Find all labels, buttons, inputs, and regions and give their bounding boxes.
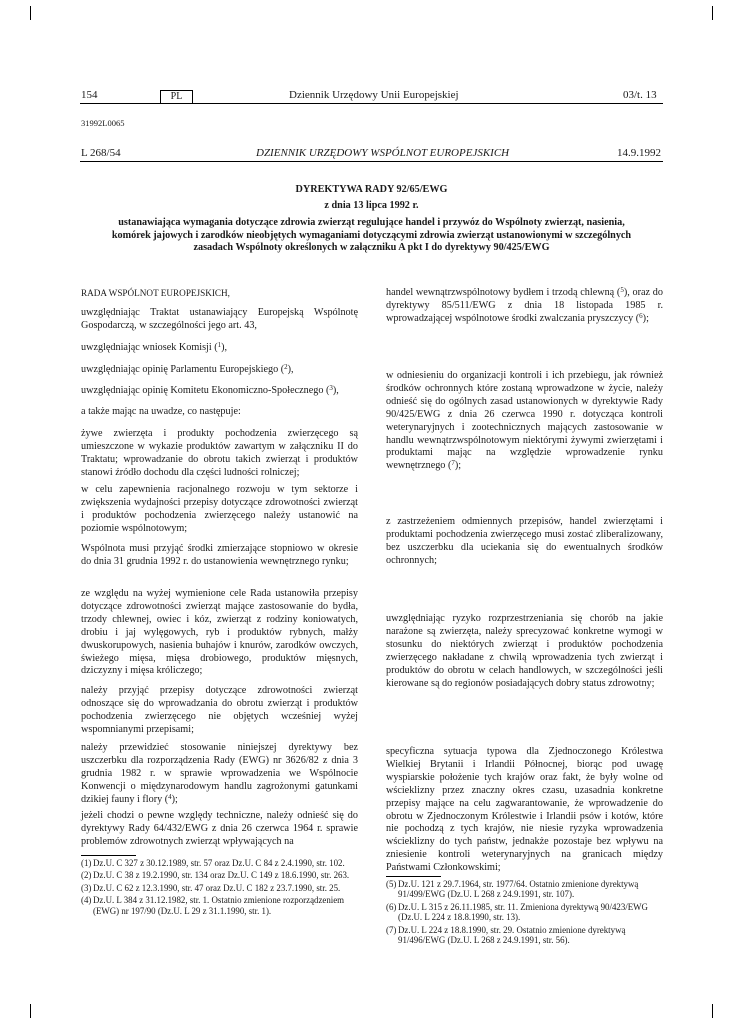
recital-whereas: a także mając na uwadze, co następuje: — [81, 406, 241, 417]
recital-2: w celu zapewnienia racjonalnego rozwoju w tym sektorze i zwiększenia wydajności przepisy dotyczące zdrowotności zwierząt i produktów pochodzenia zwierzęcego należy ustanowić na poziomie wspólnotowym; — [81, 484, 358, 534]
footnote-ref-6: 6 — [639, 311, 643, 320]
recital-6: należy przewidzieć stosowanie niniejszej dyrektywy bez uszczerbku dla rozporządzenia Rady (EWG) nr 3626/82 z dnia 3 grudnia 1982 r. w sprawie wprowadzenia we Wspólnocie Konwencji o międzynarodowym handlu zagrożonymi gatunkami dzikiej fauny i flory ($^4$); — [81, 742, 358, 805]
footnote-ref-4: 4 — [168, 792, 172, 801]
recital-9: w odniesieniu do organizacji kontroli i ich przebiegu, jak również środków ochronnych które zostaną wprowadzone w życie, należy odnieść się do ogólnych zasad ustanowionych w dyrektywie Rady 90/425/EWG z dnia 26 czerwca 1990 r. dotycząca kontroli weterynaryjnych i zootechnicznych mających zastosowanie w handlu wewnątrzwspólnotowym niektórymi żywymi zwierzętami i produktami mając na względzie wprowadzenie rynku wewnętrznego ($^7$); — [386, 370, 663, 472]
recital-1: żywe zwierzęta i produkty pochodzenia zwierzęcego są umieszczone w wykazie produktów zawartym w załączniku II do Traktatu; wprowadzanie do obrotu takich zwierząt i produktów stanowi źródło dochodu dla części ludności rolniczej; — [81, 428, 358, 478]
recital-4: ze względu na wyżej wymienione cele Rada ustanowiła przepisy dotyczące zdrowotności zwierząt mające zastosowanie do bydła, trzody chlewnej, owiec i kóz, zwierząt z rodziny koniowatych, drobiu i jaj wylęgowych, ryb i produktów rybnych, małży dwuskorupowych, nasienia buhajów i knurów, zarodków owczych, świeżego mięsa, mięsa drobiowego, produktów mięsnych, dziczyzny i mięsa króliczego; — [81, 588, 358, 677]
footnote-ref-5: 5 — [620, 286, 624, 294]
footnote-ref-7: 7 — [451, 459, 455, 468]
footnote-5: (5) Dz.U. 121 z 29.7.1964, str. 1977/64. Ostatnio zmienione dyrektywą 91/499/EWG (Dz.U. L 268 z 24.9.1991, str. 107). — [386, 879, 639, 900]
footnote-rule-right — [386, 876, 441, 877]
council-heading: RADA WSPÓLNOT EUROPEJSKICH, — [81, 288, 230, 298]
document-id: 31992L0065 — [81, 118, 125, 128]
footnote-ref-2: 2 — [284, 363, 288, 371]
crop-mark-top-left — [30, 6, 31, 20]
recital-5: należy przyjąć przepisy dotyczące zdrowotności zwierząt odnoszące się do wprowadzania do obrotu zwierząt i produktów pochodzenia zwierzęcego nie objętych wcześniej wyżej wspomnianymi przepisami; — [81, 685, 358, 735]
chapter-ref: 03/t. 13 — [623, 89, 657, 101]
recital-treaty: uwzględniając Traktat ustanawiający Europejską Wspólnotę Gospodarczą, w szczególności jego art. 43, — [81, 307, 358, 331]
recital-committee: uwzględniając opinię Komitetu Ekonomiczno-Społecznego ($^3$), — [81, 384, 339, 396]
footnotes-right — [386, 879, 663, 945]
journal-title: Dziennik Urzędowy Unii Europejskiej — [289, 89, 459, 101]
footnote-ref-3: 3 — [329, 384, 333, 392]
directive-subtitle: ustanawiająca wymagania dotyczące zdrowia zwierząt regulujące handel i przywóz do Wspólnoty zwierząt, nasienia, komórek jajowych i zarodków nieobjętych wymaganiami dotyczącymi zdrowia zwierząt ustanowionymi w szczególnych zasadach Wspólnoty określonych w załączniku A pkt I do dyrektywy 90/425/EWG — [111, 217, 632, 254]
recital-12: specyficzna sytuacja typowa dla Zjednoczonego Królestwa Wielkiej Brytanii i Irlandii Północnej, biorąc pod uwagę wyspiarskie położenie tych krajów oraz fakt, że były wolne od wścieklizny przez znaczny okres czasu, uzasadnia konkretne przepisy mające na celu zagwarantowanie, że wprowadzenie do obrotu w Zjednoczonym Królestwie i Irlandii psów i kotów, które nie pochodzą z tych krajów, nie niesie ryzyka wprowadzenia wścieklizny do tych państw, jednakże pozostaje bez wpływu na zniesienie kontroli weterynaryjnych na granicach między Państwami Członkowskimi; — [386, 746, 663, 874]
recital-3: Wspólnota musi przyjąć środki zmierzające stopniowo w okresie do dnia 31 grudnia 1992 r. do ustanowienia wewnętrznego rynku; — [81, 543, 358, 567]
recital-parliament: uwzględniając opinię Parlamentu Europejskiego ($^2$), — [81, 363, 294, 375]
recital-11: uwzględniając ryzyko rozprzestrzeniania się chorób na jakie narażone są zwierzęta, należy sprecyzować konkretne wymogi w stosunku do niektórych zwierząt i produktów pochodzenia zwierzęcego nakładane z chwilą wprowadzenia tych zwierząt i produktów do obrotu w celach handlowych, w szczególności jeśli kierowane są do regionów posiadających dobry status zdrowotny; — [386, 613, 663, 689]
page-number: 154 — [81, 89, 98, 101]
footnote-ref-1: 1 — [217, 341, 222, 349]
footnote-6: (6) Dz.U. L 315 z 26.11.1985, str. 11. Zmieniona dyrektywą 90/423/EWG (Dz.U. L 224 z 18.8.1990, str. 13). — [386, 901, 648, 923]
original-date: 14.9.1992 — [617, 147, 661, 159]
language-box: PL — [160, 90, 193, 104]
footnote-rule-left — [81, 855, 136, 856]
directive-number: DYREKTYWA RADY 92/65/EWG — [295, 184, 448, 195]
recital-7: jeżeli chodzi o pewne względy techniczne, należy odnieść się do dyrektywy Rady 64/432/EWG z dnia 26 czerwca 1964 r. sprawie problemów zdrowotnych zwierząt wpływających na — [81, 810, 358, 847]
crop-mark-bottom-left — [30, 1004, 31, 1018]
footnote-4: (4) Dz.U. L 384 z 31.12.1982, str. 1. Ostatnio zmienione rozporządzeniem (EWG) nr 197/90 (Dz.U. L 29 z 31.1.1990, str. 1). — [81, 895, 345, 916]
original-journal: DZIENNIK URZĘDOWY WSPÓLNOT EUROPEJSKICH — [256, 147, 510, 159]
left-column — [81, 287, 358, 300]
directive-date: z dnia 13 lipca 1992 r. — [324, 199, 419, 211]
original-ref: L 268/54 — [81, 147, 121, 159]
header-rule — [80, 103, 663, 104]
footnote-7: (7) Dz.U. L 224 z 18.8.1990, str. 29. Ostatnio zmienione dyrektywą 91/496/EWG (Dz.U. L 268 z 24.9.1991, str. 56). — [386, 924, 626, 946]
original-header-rule — [80, 161, 663, 162]
crop-mark-bottom-right — [712, 1004, 713, 1018]
recital-10: z zastrzeżeniem odmiennych przepisów, handel zwierzętami i produktami pochodzenia zwierzęcego musi zostać zliberalizowany, bez uszczerbku dla uciekania się do ewentualnych środków ochronnych; — [386, 516, 663, 566]
crop-mark-top-right — [712, 6, 713, 20]
recital-8: handel wewnątrzwspólnotowy bydłem i trzodą chlewną ($^5$), oraz do dyrektywy 85/511/EWG z dnia 18 listopada 1985 r. wprowadzającej wspólnotowe środki zwalczania pryszczycy ($^6$); — [386, 286, 663, 324]
directive-title — [100, 184, 643, 255]
recital-commission: uwzględniając wniosek Komisji ($^1$), — [81, 341, 228, 353]
footnote-3: (3) Dz.U. C 62 z 12.3.1990, str. 47 oraz Dz.U. C 182 z 23.7.1990, str. 25. — [81, 882, 341, 893]
footnotes-left — [81, 858, 358, 916]
footnote-2: (2) Dz.U. C 38 z 19.2.1990, str. 134 oraz Dz.U. C 149 z 18.6.1990, str. 263. — [81, 870, 350, 881]
footnote-1: (1) Dz.U. C 327 z 30.12.1989, str. 57 oraz Dz.U. C 84 z 2.4.1990, str. 102. — [81, 858, 345, 868]
